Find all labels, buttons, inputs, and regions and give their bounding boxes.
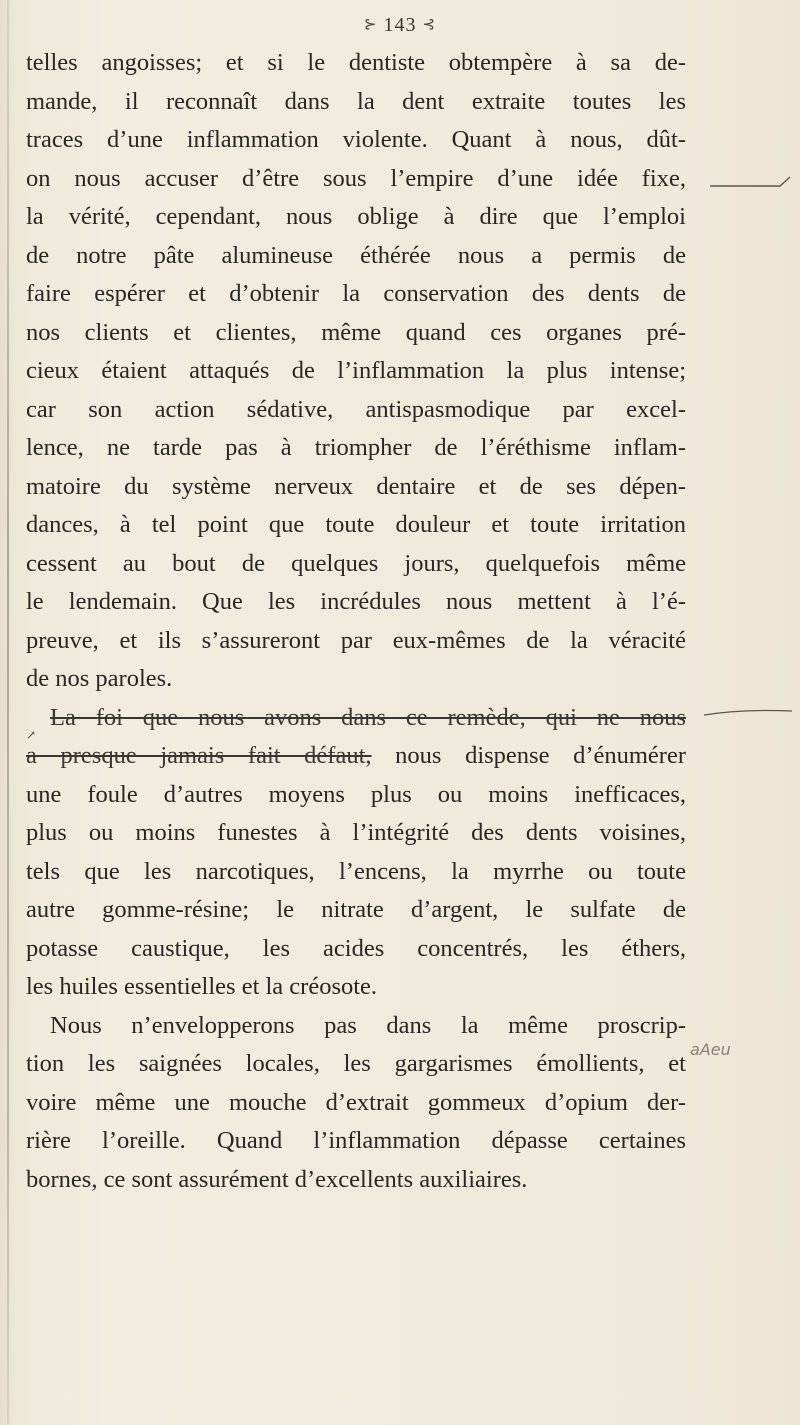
margin-pencil-mark [708, 174, 792, 190]
page-gutter-edge [7, 0, 9, 1425]
handwritten-margin-note: aAeu [690, 1040, 731, 1059]
struck-line [26, 699, 686, 738]
text-line: preuve, et ils s’assureront par eux-mêmes de la véracité [26, 626, 686, 654]
text-line: de nos paroles. [26, 665, 173, 692]
text-line: cessent au bout de quelques jours, quelquefois même [26, 549, 686, 577]
text-line: lence, ne tarde pas à triompher de l’éréthisme inflam- [26, 434, 686, 461]
text-line [26, 737, 686, 776]
text-line: le lendemain. Que les incrédules nous mettent à l’é- [26, 588, 686, 615]
page-header [0, 14, 800, 37]
text-line: rière l’oreille. Quand l’inflammation dépasse certaines [26, 1127, 686, 1154]
marginal-insert-icon: ↗ [26, 728, 37, 742]
text-line: les huiles essentielles et la créosote. [26, 973, 378, 1000]
text-line: autre gomme-résine; le nitrate d’argent, le sulfate de [26, 896, 686, 923]
margin-pencil-line [702, 705, 794, 719]
text-line: dances, à tel point que toute douleur et toute irritation [26, 511, 686, 538]
text-fragment: nous dispense d’énumérer [371, 742, 686, 769]
struck-text: a presque jamais fait défaut, [26, 742, 372, 769]
text-line: on nous accuser d’être sous l’empire d’une idée fixe, [26, 164, 686, 192]
text-line: cieux étaient attaqués de l’inflammation la plus intense; [26, 357, 686, 384]
body-text [26, 44, 686, 1199]
page-number: 143 [383, 14, 417, 36]
text-line: car son action sédative, antispasmodique par excel- [26, 395, 686, 423]
text-line: mande, il reconnaît dans la dent extraite toutes les [26, 87, 686, 115]
header-ornament-left: ⊱ [363, 17, 378, 33]
text-line: matoire du système nerveux dentaire et de ses dépen- [26, 472, 686, 500]
text-line: plus ou moins funestes à l’intégrité des dents voisines, [26, 819, 686, 846]
text-line: de notre pâte alumineuse éthérée nous a permis de [26, 241, 686, 269]
text-line: bornes, ce sont assurément d’excellents auxiliaires. [26, 1165, 528, 1193]
text-line: potasse caustique, les acides concentrés, les éthers, [26, 934, 686, 962]
struck-text: La foi que nous avons dans ce remède, qui ne nous [50, 703, 686, 731]
text-line: voire même une mouche d’extrait gommeux d’opium der- [26, 1088, 686, 1116]
text-line: la vérité, cependant, nous oblige à dire que l’emploi [26, 203, 686, 230]
text-line: telles angoisses; et si le dentiste obtempère à sa de- [26, 49, 686, 76]
text-line: tels que les narcotiques, l’encens, la myrrhe ou toute [26, 857, 686, 885]
header-ornament-right: ⊰ [422, 17, 437, 33]
text-line: traces d’une inflammation violente. Quant à nous, dût- [26, 126, 686, 153]
text-line: nos clients et clientes, même quand ces organes pré- [26, 318, 686, 346]
text-line: Nous n’envelopperons pas dans la même proscrip- [50, 1011, 686, 1039]
text-line: tion les saignées locales, les gargarismes émollients, et [26, 1050, 686, 1077]
text-line: faire espérer et d’obtenir la conservation des dents de [26, 280, 686, 307]
text-line: une foule d’autres moyens plus ou moins inefficaces, [26, 780, 686, 808]
